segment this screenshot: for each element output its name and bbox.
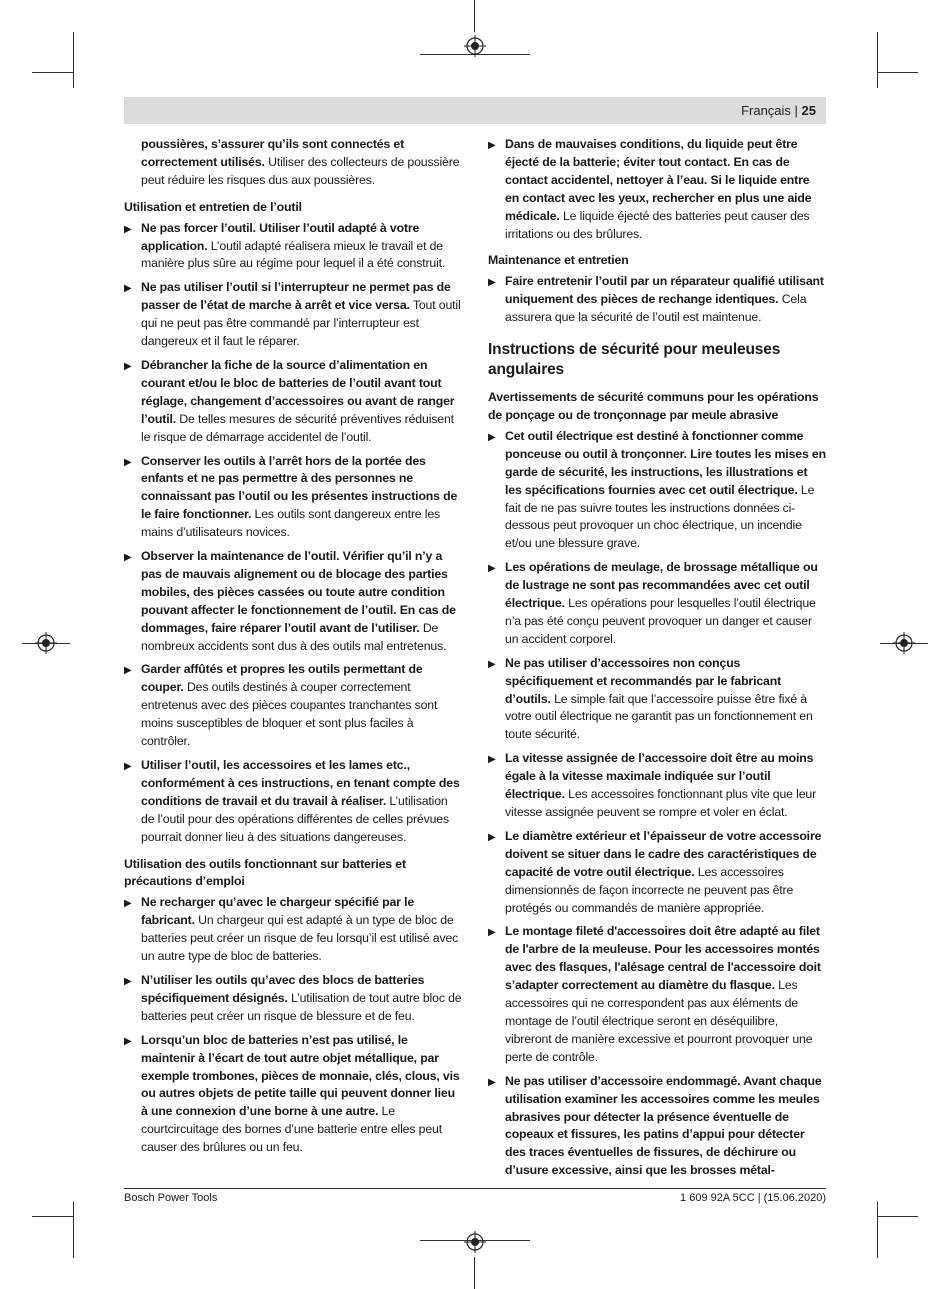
list-item: ▶ Observer la maintenance de l’outil. Vérifier qu’il n’y a pas de mauvais alignement ou de blocage des parties mobiles, des pièces cassées ou toute autre condition pouvant affecter le fonctionnement de l’outil. En cas de dommages, faire réparer l’outil avant de l’utiliser. De nombreux accidents sont dus à des outils mal entretenus. — [124, 549, 456, 653]
footer-doc-ref: 1 609 92A 5CC | (15.06.2020) — [680, 1192, 826, 1204]
bullet-arrow-icon: ▶ — [488, 927, 496, 939]
registration-mark-icon — [464, 1231, 486, 1253]
list-item: ▶ Utiliser l’outil, les accessoires et les lames etc., conformément à ces instructions, en tenant compte des conditions de travail et du travail à réaliser. L’utilisation de l’outil pour des opérations différentes de celles prévues pourrait donner lieu à des situations dangereuses. — [124, 758, 460, 844]
page-number: 25 — [801, 103, 816, 118]
crop-mark — [32, 72, 74, 73]
list-item: ▶ Ne pas utiliser l’outil si l’interrupteur ne permet pas de passer de l’état de marche à arrêt et vice versa. Tout outil qui ne peut pas être commandé par l’interrupteur est dangereux et il faut le réparer. — [124, 280, 461, 349]
bullet-arrow-icon: ▶ — [124, 552, 132, 564]
bullet-arrow-icon: ▶ — [488, 563, 496, 575]
bullet-arrow-icon: ▶ — [124, 1035, 132, 1047]
crop-mark — [474, 0, 475, 32]
list-item: ▶ Ne pas utiliser d’accessoires non conçus spécifiquement et recommandés par le fabricant d’outils. Le simple fait que l’accessoire puisse être fixé à votre outil électrique ne garantit pas un fonctionnement en toute sécurité. — [488, 655, 813, 742]
bullet-arrow-icon: ▶ — [488, 754, 496, 766]
crop-mark — [878, 72, 918, 73]
list-item: ▶ Faire entretenir l’outil par un réparateur qualifié utilisant uniquement des pièces de rechange identiques. Cela assurera que la sécurité de l’outil est maintenue. — [488, 274, 824, 325]
bullet-arrow-icon: ▶ — [124, 665, 132, 677]
footer-rule — [124, 1188, 826, 1189]
bullet-arrow-icon: ▶ — [488, 658, 496, 670]
bullet-arrow-icon: ▶ — [124, 975, 132, 987]
footer-brand: Bosch Power Tools — [124, 1192, 218, 1204]
crop-mark — [474, 1257, 475, 1289]
intro-bold: poussières, s’assurer qu’ils sont connectés et correctement utilisés. — [141, 137, 405, 169]
section-title: Utilisation et entretien de l’outil — [124, 199, 302, 214]
bullet-arrow-icon: ▶ — [124, 761, 132, 772]
registration-mark-icon — [464, 35, 486, 57]
list-item: ▶ Ne pas forcer l’outil. Utiliser l’outil adapté à votre application. L’outil adapté réalisera mieux le travail et de manière plus sûre au régime pour lequel il a été construit. — [124, 220, 446, 271]
bullet-arrow-icon: ▶ — [124, 223, 132, 235]
section-title: Avertissements de sécurité communs pour les opérations de ponçage ou de tronçonnage par meule abrasive — [488, 390, 819, 422]
crop-mark — [73, 32, 74, 88]
list-item: ▶ Le diamètre extérieur et l’épaisseur de votre accessoire doivent se situer dans le cadre des caractéristiques de capacité de votre outil électrique. Les accessoires dimensionnés de façon incorrecte ne peuvent pas être protégés ou commandés de manière appropriée. — [488, 828, 822, 915]
bullet-arrow-icon: ▶ — [488, 831, 496, 843]
header-separator: | — [790, 103, 802, 118]
list-item: ▶ Débrancher la fiche de la source d’alimentation en courant et/ou le bloc de batteries de l’outil avant tout réglage, changement d’accessoires ou avant de ranger l’outil. De telles mesures de sécurité préventives réduisent le risque de démarrage accidentel de l’outil. — [124, 357, 455, 444]
crop-mark — [73, 1202, 74, 1258]
list-item: ▶ Garder affûtés et propres les outils permettant de couper. Des outils destinés à couper correctement entretenus avec des pièces coupantes tranchantes sont moins susceptibles de bloquer et sont plus faciles à contrôler. — [124, 662, 438, 749]
bullet-arrow-icon: ▶ — [124, 360, 132, 372]
list-item: ▶ Dans de mauvaises conditions, du liquide peut être éjecté de la batterie; éviter tout contact. En cas de contact accidentel, nettoyer à l’eau. Si le liquide entre en contact avec les yeux, rechercher en plus une aide médicale. Le liquide éjecté des batteries peut causer des irritations ou des brûlures. — [488, 137, 812, 241]
bullet-arrow-icon: ▶ — [124, 283, 132, 295]
bullet-arrow-icon: ▶ — [488, 431, 496, 443]
header-text — [741, 103, 816, 118]
bullet-arrow-icon: ▶ — [124, 456, 132, 468]
registration-mark-icon — [35, 632, 57, 654]
section-title: Maintenance et entretien — [488, 253, 629, 268]
intro-paragraph — [124, 136, 464, 190]
crop-mark — [878, 1216, 918, 1217]
right-column — [488, 136, 826, 1186]
page-header — [124, 97, 826, 124]
crop-mark — [877, 1202, 878, 1258]
list-item: ▶ Conserver les outils à l’arrêt hors de la portée des enfants et ne pas permettre à des personnes ne connaissant pas l’outil ou les présentes instructions de le faire fonctionner. Les outils sont dangereux entre les mains d’utilisateurs novices. — [124, 453, 458, 540]
crop-mark — [32, 1216, 74, 1217]
registration-mark-icon — [893, 632, 915, 654]
bullet-arrow-icon: ▶ — [488, 140, 496, 151]
list-item: ▶ Les opérations de meulage, de brossage métallique ou de lustrage ne sont pas recommandées avec cet outil électrique. Les opérations pour lesquelles l’outil électrique n’a pas été conçu peuvent provoquer un danger et causer un accident corporel. — [488, 560, 818, 646]
section-heading: Instructions de sécurité pour meuleuses angulaires — [488, 341, 781, 379]
header-language: Français — [741, 103, 791, 118]
list-item: ▶ Ne pas utiliser d’accessoire endommagé. Avant chaque utilisation examiner les accessoires comme les meules abrasives pour détecter la présence éventuelle de copeaux et fissures, les patins d’appui pour détecter des traces éventuelles de fissures, de déchirure ou d’usure excessive, ainsi que les brosses métal- — [488, 1073, 822, 1178]
list-item: ▶ Le montage fileté d'accessoires doit être adapté au filet de l'arbre de la meuleuse. Pour les accessoires montés avec des flasques, l'alésage central de l'accessoire doit s’adapter correctement au diamètre du flasque. Les accessoires qui ne correspondent pas aux éléments de montage de l’outil électrique seront en déséquilibre, vibreront de manière excessive et pourront provoquer une perte de contrôle. — [488, 924, 821, 1064]
list-item: ▶ N’utiliser les outils qu’avec des blocs de batteries spécifiquement désignés. L’utilisation de tout autre bloc de batteries peut créer un risque de blessure et de feu. — [124, 972, 462, 1023]
bullet-arrow-icon: ▶ — [488, 277, 496, 289]
section-title: Utilisation des outils fonctionnant sur batteries et précautions d’emploi — [124, 856, 406, 889]
list-item: ▶ Cet outil électrique est destiné à fonctionner comme ponceuse ou outil à tronçonner. Lire toutes les mises en garde de sécurité, les instructions, les illustrations et les spécifications fournies avec cet outil électrique. Le fait de ne pas suivre toutes les instructions données ci-dessous peut provoquer un choc électrique, un incendie et/ou une blessure grave. — [488, 428, 826, 551]
bullet-arrow-icon: ▶ — [124, 898, 132, 910]
list-item: ▶ La vitesse assignée de l’accessoire doit être au moins égale à la vitesse maximale indiquée sur l’outil électrique. Les accessoires fonctionnant plus vite que leur vitesse assignée peuvent se rompre et voler en éclat. — [488, 751, 817, 819]
left-column — [124, 136, 464, 1163]
list-item: ▶ Ne recharger qu’avec le chargeur spécifié par le fabricant. Un chargeur qui est adapté à un type de bloc de batteries peut créer un risque de feu lorsqu’il est utilisé avec un autre type de bloc de batteries. — [124, 895, 459, 964]
intro-text: Utiliser des collecteurs de poussière peut réduire les risques dus aux poussières. — [141, 154, 460, 187]
crop-mark — [877, 32, 878, 88]
list-item: ▶ Lorsqu’un bloc de batteries n’est pas utilisé, le maintenir à l’écart de tout autre objet métallique, par exemple trombones, pièces de monnaie, clés, clous, vis ou autres objets de petite taille qui peuvent donner lieu à une connexion d’une borne à une autre. Le courtcircuitage des bornes d’une batterie entre elles peut causer des brûlures ou un feu. — [124, 1032, 460, 1155]
bullet-arrow-icon: ▶ — [488, 1076, 496, 1088]
